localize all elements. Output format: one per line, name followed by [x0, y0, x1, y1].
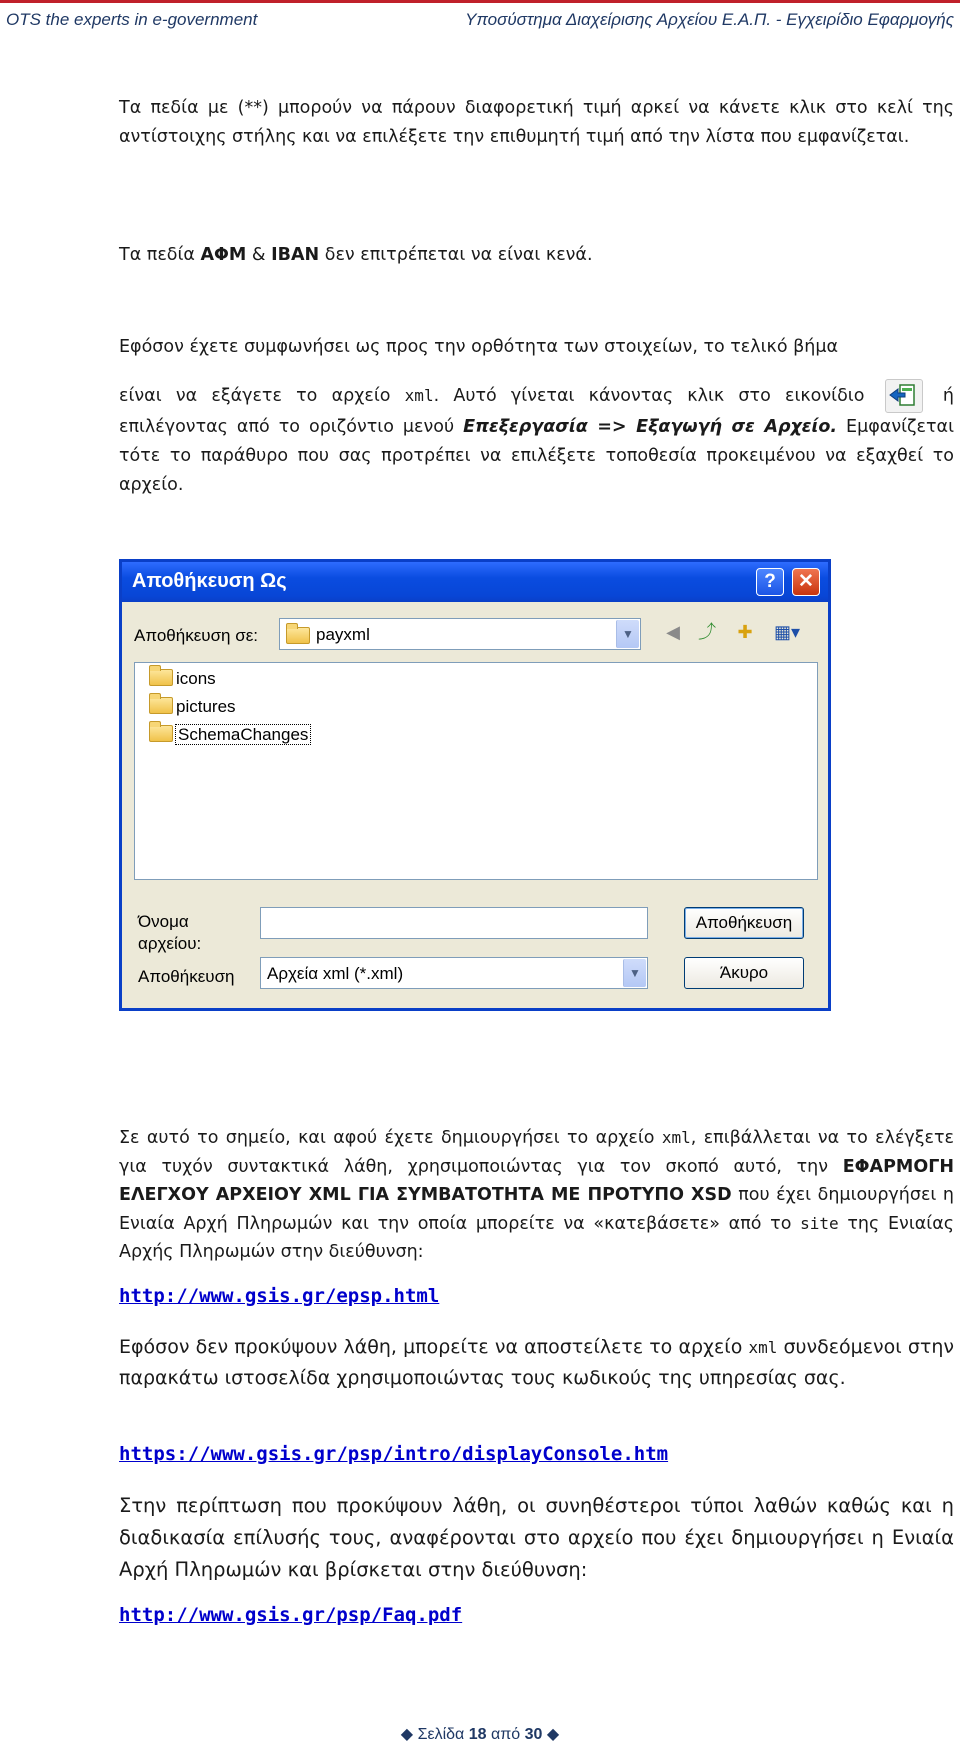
view-menu-icon[interactable]: ▦▾ — [773, 622, 801, 642]
filename-label: Όνομα αρχείου: — [138, 912, 202, 953]
save-type-value: Αρχεία xml (*.xml) — [267, 964, 404, 983]
back-icon[interactable]: ◀ — [666, 622, 680, 642]
folder-icon — [149, 697, 173, 714]
chevron-down-icon[interactable]: ▼ — [623, 959, 646, 987]
list-item[interactable]: icons — [149, 669, 216, 693]
header-left: OTS the experts in e-government — [6, 10, 258, 29]
list-item[interactable]: SchemaChanges — [149, 725, 310, 749]
header-right: Υποσύστημα Διαχείρισης Αρχείου Ε.Α.Π. - Εγχειρίδιο Εφαρμογής — [465, 10, 954, 29]
list-item[interactable]: pictures — [149, 697, 236, 721]
paragraph-export: είναι να εξάγετε το αρχείο xml. Αυτό γίνεται κάνοντας κλικ στο εικονίδιο ή επιλέγοντας από το οριζόντιο μενού Επεξεργασία => Εξαγωγή σε Αρχείο. Εμφανίζεται τότε το παράθυρο που σας προτρέπει να επιλέξετε τοποθεσία προκειμένου να εξαχθεί το αρχείο. — [119, 379, 954, 500]
cancel-button[interactable]: Άκυρο — [684, 957, 804, 989]
save-type-label: Αποθήκευση — [138, 967, 235, 986]
filename-input[interactable] — [260, 907, 648, 939]
diamond-icon: ◆ — [400, 1726, 414, 1743]
link-epsp[interactable]: http://www.gsis.gr/epsp.html — [119, 1285, 440, 1307]
save-in-dropdown[interactable] — [279, 618, 641, 650]
paragraph-required-fields: Τα πεδία ΑΦΜ & IBAN δεν επιτρέπεται να είναι κενά. — [119, 245, 593, 265]
paragraph-editable-fields: Τα πεδία με (**) μπορούν να πάρουν διαφορετική τιμή αρκεί να κάνετε κλικ στο κελί της αντίστοιχης στήλης και να επιλέξετε την επιθυμητή τιμή από την λίστα που εμφανίζεται. — [119, 98, 954, 147]
folder-icon — [149, 669, 173, 686]
help-button[interactable]: ? — [756, 568, 784, 596]
folder-icon — [286, 627, 310, 644]
save-in-label: Αποθήκευση σε: — [134, 626, 259, 645]
close-button[interactable]: ✕ — [792, 568, 820, 596]
link-faq[interactable]: http://www.gsis.gr/psp/Faq.pdf — [119, 1604, 463, 1626]
diamond-icon: ◆ — [546, 1726, 560, 1743]
paragraph-errors: Στην περίπτωση που προκύψουν λάθη, οι συνηθέστεροι τύποι λαθών καθώς και η διαδικασία επίλυσής τους, αναφέρονται στο αρχείο που έχει δημιουργήσει η Ενιαία Αρχή Πληρωμών και βρίσκεται στην διεύθυνση: — [119, 1494, 954, 1581]
paragraph-validation: Σε αυτό το σημείο, και αφού έχετε δημιουργήσει το αρχείο xml, επιβάλλεται να το ελέγξετε για τυχόν συντακτικά λάθη, χρησιμοποιώντας για τον σκοπό αυτό, την ΕΦΑΡΜΟΓΗ ΕΛΕΓΧΟΥ ΑΡΧΕΙΟΥ XML ΓΙΑ ΣΥΜΒΑΤΟΤΗΤΑ ΜΕ ΠΡΟΤΥΠΟ XSD που έχει δημιουργήσει η Ενιαία Αρχή Πληρωμών και την οποία μπορείτε να «κατεβάσετε» από το site της Ενιαίας Αρχής Πληρωμών στην διεύθυνση: — [119, 1128, 955, 1262]
page-footer: ◆ Σελίδα 18 από 30 ◆ — [400, 1726, 560, 1743]
save-type-dropdown[interactable] — [260, 957, 648, 989]
up-folder-icon[interactable]: ⤴ — [698, 622, 716, 642]
dialog-title: Αποθήκευση Ως — [132, 570, 287, 592]
chevron-down-icon[interactable]: ▼ — [616, 620, 639, 648]
new-folder-icon[interactable]: ✚ — [737, 622, 753, 642]
paragraph-export-line1: Εφόσον έχετε συμφωνήσει ως προς την ορθότητα των στοιχείων, το τελικό βήμα — [119, 337, 839, 357]
file-list[interactable] — [134, 662, 818, 880]
folder-icon — [149, 725, 173, 742]
save-in-value: payxml — [316, 625, 370, 644]
paragraph-submit: Εφόσον δεν προκύψουν λάθη, μπορείτε να αποστείλετε το αρχείο xml συνδεόμενοι στην παρακάτω ιστοσελίδα χρησιμοποιώντας τους κωδικούς της υπηρεσίας σας. — [119, 1336, 954, 1389]
dialog-titlebar[interactable] — [122, 562, 828, 602]
save-button[interactable]: Αποθήκευση — [684, 907, 804, 939]
page-header — [0, 0, 960, 34]
save-as-dialog — [119, 559, 831, 1011]
link-display-console[interactable]: https://www.gsis.gr/psp/intro/displayConsole.htm — [119, 1443, 669, 1465]
export-icon — [885, 379, 923, 413]
